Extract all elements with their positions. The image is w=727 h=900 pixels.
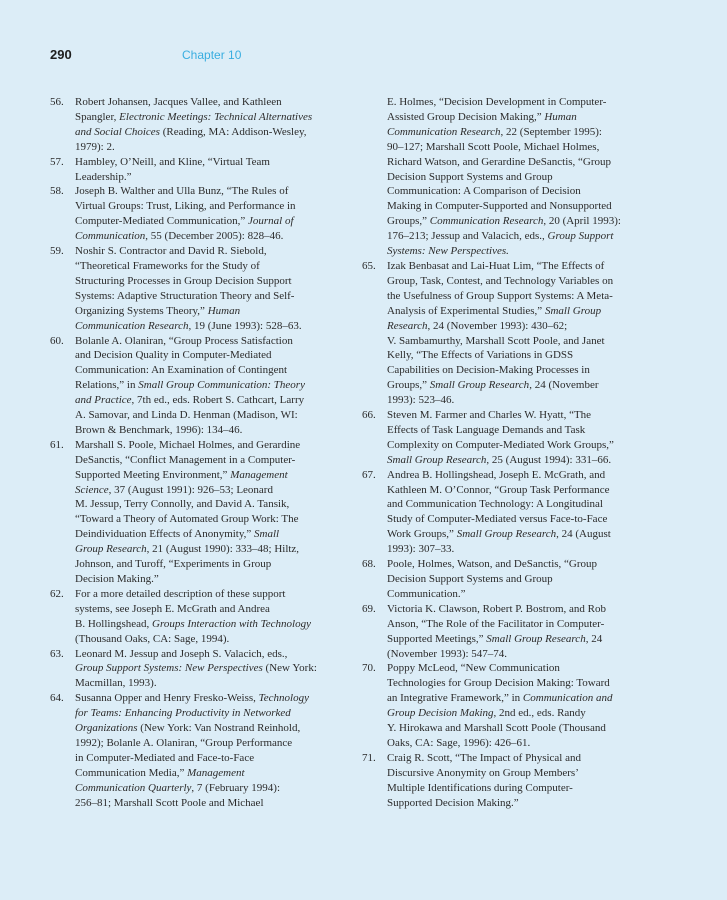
endnote-line: Communication: A Comparison of Decision bbox=[387, 185, 581, 198]
endnote-line: Groups,” Small Group Research, 24 (November bbox=[387, 379, 599, 392]
endnote-line: Supported Meetings,” Small Group Research, 24 bbox=[387, 632, 603, 645]
endnote-line: systems, see Joseph E. McGrath and Andrea bbox=[75, 602, 270, 615]
endnote bbox=[50, 647, 334, 692]
endnote-number: 63. bbox=[50, 647, 64, 660]
endnote-line: Capabilities on Decision-Making Processes in bbox=[387, 364, 590, 377]
endnote bbox=[50, 438, 334, 587]
endnote-line: Systems: Adaptive Structuration Theory and Self- bbox=[75, 289, 295, 302]
endnote-line: Making in Computer-Supported and Nonsupported bbox=[387, 200, 612, 213]
endnote-text bbox=[75, 587, 334, 647]
endnote-text bbox=[387, 259, 645, 408]
endnote-line: A. Samovar, and Linda D. Henman (Madison, WI: bbox=[75, 409, 298, 422]
endnote-line: Marshall S. Poole, Michael Holmes, and Gerardine bbox=[75, 438, 301, 451]
endnote-number: 57. bbox=[50, 155, 64, 168]
endnote-line: Effects of Task Language Demands and Task bbox=[387, 423, 586, 436]
endnote-line: Relations,” in Small Group Communication: Theory bbox=[75, 379, 305, 392]
endnote bbox=[50, 95, 334, 155]
endnote-line: Brown & Benchmark, 1996): 134–46. bbox=[75, 423, 243, 436]
endnote-line: Communication Media,” Management bbox=[75, 766, 245, 779]
endnote-line: Leonard M. Jessup and Joseph S. Valacich, eds., bbox=[75, 647, 288, 660]
endnote-line: Complexity on Computer-Mediated Work Groups,” bbox=[387, 438, 614, 451]
endnote-line: Poole, Holmes, Watson, and DeSanctis, “Group bbox=[387, 558, 598, 571]
endnote-line: Organizations (New York: Van Nostrand Reinhold, bbox=[75, 722, 301, 735]
endnote-line: Communication: An Examination of Contingent bbox=[75, 364, 288, 377]
endnote-number: 66. bbox=[362, 409, 376, 422]
endnote-text bbox=[75, 155, 334, 185]
endnote-text bbox=[387, 468, 645, 557]
endnote-number: 71. bbox=[362, 751, 376, 764]
endnote-text bbox=[387, 602, 645, 662]
endnote-number: 67. bbox=[362, 468, 376, 481]
endnote-number: 68. bbox=[362, 558, 376, 571]
endnote-line: Communication Research, 22 (September 1995): bbox=[387, 125, 602, 138]
endnote-line: Small Group Research, 25 (August 1994): 331–66. bbox=[387, 453, 612, 466]
endnote-text bbox=[387, 557, 645, 602]
endnote-line: Supported Decision Making.” bbox=[387, 796, 519, 809]
endnote bbox=[50, 334, 334, 438]
endnote bbox=[362, 95, 645, 259]
endnote-line: for Teams: Enhancing Productivity in Networked bbox=[75, 707, 291, 720]
endnote-line: Leadership.” bbox=[75, 170, 132, 183]
endnote-line: Discursive Anonymity on Group Members’ bbox=[387, 766, 579, 779]
page-number: 290 bbox=[50, 47, 72, 62]
endnote-line: (Thousand Oaks, CA: Sage, 1994). bbox=[75, 632, 230, 645]
endnote-text bbox=[387, 661, 645, 750]
endnote-line: Research, 24 (November 1993): 430–62; bbox=[387, 319, 568, 332]
endnote-line: Spangler, Electronic Meetings: Technical Alternatives bbox=[75, 110, 313, 123]
endnote bbox=[362, 602, 645, 662]
endnote-line: and Communication Technology: A Longitudinal bbox=[387, 498, 603, 511]
endnote-line: Communication Quarterly, 7 (February 1994): bbox=[75, 781, 281, 794]
endnote-number: 64. bbox=[50, 692, 64, 705]
endnote-line: 1993): 307–33. bbox=[387, 543, 455, 556]
endnote bbox=[362, 661, 645, 750]
endnote-text bbox=[75, 438, 334, 587]
endnote-line: Anson, “The Role of the Facilitator in Computer- bbox=[387, 617, 605, 630]
endnote-line: Oaks, CA: Sage, 1996): 426–61. bbox=[387, 736, 531, 749]
endnote-text bbox=[387, 95, 645, 259]
endnote-number: 65. bbox=[362, 259, 376, 272]
endnote-line: Victoria K. Clawson, Robert P. Bostrom, and Rob bbox=[387, 602, 607, 615]
endnote-number: 61. bbox=[50, 438, 64, 451]
endnote-line: Poppy McLeod, “New Communication bbox=[387, 662, 560, 675]
notes-column-right bbox=[362, 95, 645, 811]
endnote bbox=[362, 468, 645, 557]
endnote-line: Analysis of Experimental Studies,” Small Group bbox=[387, 304, 602, 317]
endnote-number: 62. bbox=[50, 587, 64, 600]
endnote bbox=[50, 184, 334, 244]
endnote-line: Science, 37 (August 1991): 926–53; Leonard bbox=[75, 483, 273, 496]
endnote-text bbox=[75, 184, 334, 244]
endnote-line: Organizing Systems Theory,” Human bbox=[75, 304, 241, 317]
endnote-line: Computer-Mediated Communication,” Journal of bbox=[75, 215, 294, 228]
endnote-line: Andrea B. Hollingshead, Joseph E. McGrath, and bbox=[387, 468, 606, 481]
endnote-line: Group, Task, Contest, and Technology Variables on bbox=[387, 274, 614, 287]
endnote-line: Work Groups,” Small Group Research, 24 (August bbox=[387, 528, 611, 541]
endnote-line: Communication, 55 (December 2005): 828–46. bbox=[75, 230, 284, 243]
endnote-line: Multiple Identifications during Computer- bbox=[387, 781, 573, 794]
endnote-line: Joseph B. Walther and Ulla Bunz, “The Rules of bbox=[75, 185, 289, 198]
endnote-line: 256–81; Marshall Scott Poole and Michael bbox=[75, 796, 264, 809]
endnote-line: Johnson, and Turoff, “Experiments in Group bbox=[75, 558, 272, 571]
endnote-line: an Integrative Framework,” in Communication and bbox=[387, 692, 613, 705]
endnote-line: Group Decision Making, 2nd ed., eds. Randy bbox=[387, 707, 586, 720]
endnote-line: V. Sambamurthy, Marshall Scott Poole, and Janet bbox=[387, 334, 605, 347]
endnote-line: DeSanctis, “Conflict Management in a Computer- bbox=[75, 453, 296, 466]
endnote-line: Study of Computer-Mediated versus Face-to-Face bbox=[387, 513, 608, 526]
endnote-line: Systems: New Perspectives. bbox=[387, 245, 509, 258]
endnote-line: Deindividuation Effects of Anonymity,” Small bbox=[75, 528, 280, 541]
endnote-line: M. Jessup, Terry Connolly, and David A. Tansik, bbox=[75, 498, 290, 511]
endnote-line: and Social Choices (Reading, MA: Addison-Wesley, bbox=[75, 125, 307, 138]
endnote-number: 59. bbox=[50, 245, 64, 258]
endnote-number: 58. bbox=[50, 185, 64, 198]
endnote-line: Craig R. Scott, “The Impact of Physical and bbox=[387, 751, 581, 764]
endnote-line: 90–127; Marshall Scott Poole, Michael Holmes, bbox=[387, 140, 600, 153]
endnote-line: the Usefulness of Group Support Systems: A Meta- bbox=[387, 289, 613, 302]
endnote-number: 56. bbox=[50, 96, 64, 108]
endnote-line: 176–213; Jessup and Valacich, eds., Group Support bbox=[387, 230, 614, 243]
endnote-line: Bolanle A. Olaniran, “Group Process Satisfaction bbox=[75, 334, 293, 347]
endnote-number: 69. bbox=[362, 602, 376, 615]
endnote-line: Richard Watson, and Gerardine DeSanctis, “Group bbox=[387, 155, 612, 168]
endnote-line: Structuring Processes in Group Decision Support bbox=[75, 274, 292, 287]
endnote-line: Noshir S. Contractor and David R. Siebold, bbox=[75, 245, 267, 258]
endnote bbox=[362, 751, 645, 811]
endnote-line: Decision Support Systems and Group bbox=[387, 170, 553, 183]
endnote-line: E. Holmes, “Decision Development in Computer- bbox=[387, 96, 607, 108]
endnote-line: Kathleen M. O’Connor, “Group Task Performance bbox=[387, 483, 610, 496]
endnote bbox=[50, 587, 334, 647]
endnote-text bbox=[75, 95, 334, 155]
endnote-number: 60. bbox=[50, 334, 64, 347]
endnote-text bbox=[75, 691, 334, 810]
endnote-line: Virtual Groups: Trust, Liking, and Performance in bbox=[75, 200, 296, 213]
endnote-line: Groups,” Communication Research, 20 (April 1993): bbox=[387, 215, 621, 228]
endnote bbox=[50, 244, 334, 333]
endnote-line: Technologies for Group Decision Making: Toward bbox=[387, 677, 610, 690]
endnote-line: “Toward a Theory of Automated Group Work: The bbox=[75, 513, 299, 526]
endnote-line: Assisted Group Decision Making,” Human bbox=[387, 110, 577, 123]
endnote-number: 70. bbox=[362, 662, 376, 675]
endnote-text bbox=[75, 647, 334, 692]
endnote-line: Decision Making.” bbox=[75, 573, 159, 585]
endnote-line: Kelly, “The Effects of Variations in GDSS bbox=[387, 349, 574, 362]
endnote-line: Steven M. Farmer and Charles W. Hyatt, “The bbox=[387, 409, 592, 422]
endnote-line: and Practice, 7th ed., eds. Robert S. Cathcart, Larry bbox=[75, 394, 305, 407]
endnote-line: and Decision Quality in Computer-Mediated bbox=[75, 349, 272, 362]
endnote-line: in Computer-Mediated and Face-to-Face bbox=[75, 751, 255, 764]
endnote-line: B. Hollingshead, Groups Interaction with Technology bbox=[75, 617, 311, 630]
endnote-text bbox=[387, 408, 645, 468]
endnote-line: Robert Johansen, Jacques Vallee, and Kathleen bbox=[75, 96, 282, 108]
endnote-line: Y. Hirokawa and Marshall Scott Poole (Thousand bbox=[387, 722, 606, 735]
endnote-line: Susanna Opper and Henry Fresko-Weiss, Technology bbox=[75, 692, 309, 705]
endnote bbox=[50, 691, 334, 810]
notes-column-left bbox=[50, 95, 334, 811]
endnote-line: 1993): 523–46. bbox=[387, 394, 455, 407]
endnote-number bbox=[362, 95, 387, 259]
endnote-line: 1979): 2. bbox=[75, 140, 115, 153]
endnote-text bbox=[387, 751, 645, 811]
endnote-line: Izak Benbasat and Lai-Huat Lim, “The Effects of bbox=[387, 259, 605, 272]
endnote-line: Communication Research, 19 (June 1993): 528–63. bbox=[75, 319, 302, 332]
endnote-text bbox=[75, 244, 334, 333]
endnote-line: Hambley, O’Neill, and Kline, “Virtual Team bbox=[75, 155, 270, 168]
endnote-line: For a more detailed description of these support bbox=[75, 587, 286, 600]
endnote-line: Supported Meeting Environment,” Management bbox=[75, 468, 288, 481]
endnote bbox=[362, 259, 645, 408]
chapter-title: Chapter 10 bbox=[182, 48, 242, 62]
endnote-line: Macmillan, 1993). bbox=[75, 677, 157, 690]
endnote-line: Decision Support Systems and Group bbox=[387, 573, 553, 585]
endnote bbox=[50, 155, 334, 185]
endnote-line: (November 1993): 547–74. bbox=[387, 647, 508, 660]
endnote-line: “Theoretical Frameworks for the Study of bbox=[75, 259, 260, 272]
endnote-line: 1992); Bolanle A. Olaniran, “Group Performance bbox=[75, 736, 293, 749]
endnote-line: Group Support Systems: New Perspectives (New York: bbox=[75, 662, 317, 675]
endnote-line: Communication.” bbox=[387, 587, 466, 600]
endnote-text bbox=[75, 334, 334, 438]
endnote-line: Group Research, 21 (August 1990): 333–48; Hiltz, bbox=[75, 543, 300, 556]
endnote bbox=[362, 557, 645, 602]
endnote bbox=[362, 408, 645, 468]
